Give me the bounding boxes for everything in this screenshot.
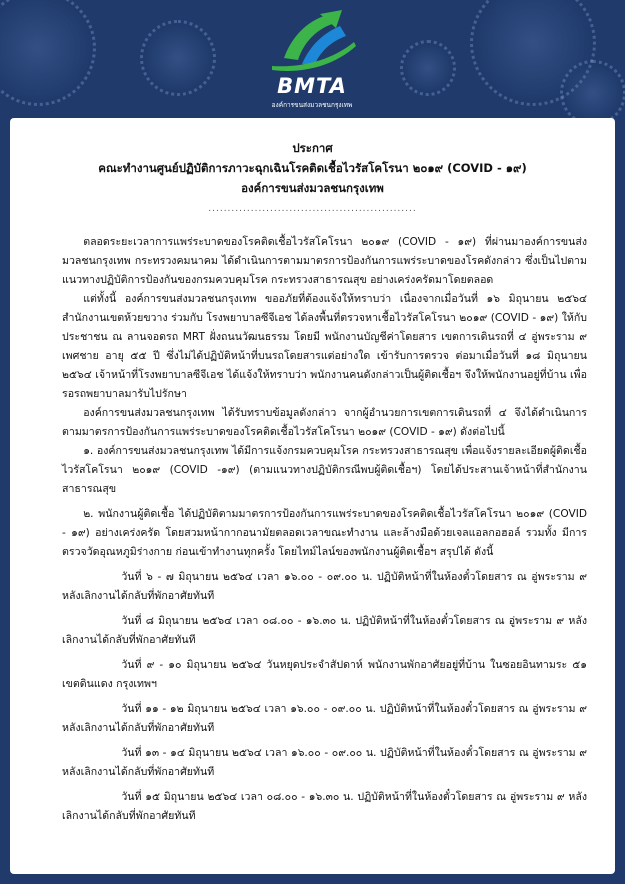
announcement-document	[10, 118, 615, 874]
timeline-entry: วันที่ ๙ - ๑๐ มิถุนายน ๒๕๖๔ วันหยุดประจำสัปดาห์ พนักงานพักอาศัยอยู่ที่บ้าน ในซอยอินทามระ ๕๑ เขตดินแดง กรุงเทพฯ	[62, 659, 587, 690]
document-org: องค์การขนส่งมวลชนกรุงเทพ	[241, 181, 384, 195]
separator-line: ......................................................	[208, 204, 417, 214]
logo-org-subtitle: องค์การขนส่งมวลชนกรุงเทพ	[271, 101, 353, 109]
list-item-notification: ๑. องค์การขนส่งมวลชนกรุงเทพ ได้มีการแจ้งกรมควบคุมโรค กระทรวงสาธารณสุข เพื่อแจ้งรายละเอียดผู้ติดเชื้อไวรัสโคโรนา ๒๐๑๙ (COVID -๑๙) (ตามแนวทางปฏิบัติกรณีพบผู้ติดเชื้อฯ) โดยได้ประสานเจ้าหน้าที่สำนักงานสาธารณสุข	[62, 445, 587, 495]
timeline-entry: วันที่ ๑๑ - ๑๒ มิถุนายน ๒๕๖๔ เวลา ๑๖.๐๐ - ๐๙.๐๐ น. ปฏิบัติหน้าที่ในห้องตั๋วโดยสาร ณ อู่พระราม ๙ หลังเลิกงานได้กลับที่พักอาศัยทันที	[62, 703, 587, 734]
document-heading	[38, 138, 587, 198]
document-subtitle: คณะทำงานศูนย์ปฏิบัติการภาวะฉุกเฉินโรคติดเชื้อไวรัสโคโรนา ๒๐๑๙ (COVID - ๑๙)	[98, 161, 527, 175]
paragraph-incident: แต่ทั้งนี้ องค์การขนส่งมวลชนกรุงเทพ ขออภัยที่ต้องแจ้งให้ทราบว่า เนื่องจากเมื่อวันที่ ๑๖ มิถุนายน ๒๕๖๔ สำนักงานเขตห้วยขวาง ร่วมกับ โรงพยาบาลซีจีเอช ได้ลงพื้นที่ตรวจหาเชื้อไวรัสโคโรนา ๒๐๑๙ (COVID - ๑๙) ให้กับประชาชน ณ ลานจอดรถ MRT ฝั่งถนนวัฒนธรรม โดยมี พนักงานบัญชีค่าโดยสาร เขตการเดินรถที่ ๔ อู่พระราม ๙ เพศชาย อายุ ๕๕ ปี ซึ่งไม่ได้ปฏิบัติหน้าที่บนรถโดยสารแต่อย่างใด เข้ารับการตรวจ ต่อมาเมื่อวันที่ ๑๘ มิถุนายน ๒๕๖๔ เจ้าหน้าที่โรงพยาบาลซีจีเอช ได้แจ้งให้ทราบว่า พนักงานคนดังกล่าวเป็นผู้ติดเชื้อฯ จึงให้พนักงานอยู่ที่บ้าน เพื่อรอรถพยาบาลมารับไปรักษา	[62, 293, 587, 400]
timeline-entry: วันที่ ๑๓ - ๑๔ มิถุนายน ๒๕๖๔ เวลา ๑๖.๐๐ - ๐๙.๐๐ น. ปฏิบัติหน้าที่ในห้องตั๋วโดยสาร ณ อู่พระราม ๙ หลังเลิกงานได้กลับที่พักอาศัยทันที	[62, 747, 587, 778]
paragraph-measures: องค์การขนส่งมวลชนกรุงเทพ ได้รับทราบข้อมูลดังกล่าว จากผู้อำนวยการเขตการเดินรถที่ ๔ จึงได้ดำเนินการตามมาตรการป้องกันการแพร่ระบาดของโรคติดเชื้อไวรัสโคโรนา ๒๐๑๙ (COVID - ๑๙) ดังต่อไปนี้	[62, 407, 587, 438]
timeline-entry: วันที่ ๘ มิถุนายน ๒๕๖๔ เวลา ๐๘.๐๐ - ๑๖.๓๐ น. ปฏิบัติหน้าที่ในห้องตั๋วโดยสาร ณ อู่พระราม ๙ หลังเลิกงานได้กลับที่พักอาศัยทันที	[62, 615, 587, 646]
paragraph-intro: ตลอดระยะเวลาการแพร่ระบาดของโรคติดเชื้อไวรัสโคโรนา ๒๐๑๙ (COVID - ๑๙) ที่ผ่านมาองค์การขนส่งมวลชนกรุงเทพ กระทรวงคมนาคม ได้ดำเนินการตามมาตรการป้องกันการแพร่ระบาดของโรคดังกล่าว ซึ่งเป็นไปตามแนวทางปฏิบัติการป้องกันของกรมควบคุมโรค กระทรวงสาธารณสุข อย่างเคร่งครัดมาโดยตลอด	[62, 236, 587, 286]
bmta-logo-icon	[262, 6, 362, 76]
timeline-entry: วันที่ ๑๕ มิถุนายน ๒๕๖๔ เวลา ๐๘.๐๐ - ๑๖.๓๐ น. ปฏิบัติหน้าที่ในห้องตั๋วโดยสาร ณ อู่พระราม ๙ หลังเลิกงานได้กลับที่พักอาศัยทันที	[62, 791, 587, 822]
logo-brand-text: BMTA	[277, 74, 347, 98]
header	[0, 0, 625, 118]
timeline-entry: วันที่ ๖ - ๗ มิถุนายน ๒๕๖๔ เวลา ๑๖.๐๐ - ๐๙.๐๐ น. ปฏิบัติหน้าที่ในห้องตั๋วโดยสาร ณ อู่พระราม ๙ หลังเลิกงานได้กลับที่พักอาศัยทันที	[62, 571, 587, 602]
document-title: ประกาศ	[292, 141, 333, 155]
list-item-compliance: ๒. พนักงานผู้ติดเชื้อ ได้ปฏิบัติตามมาตรการป้องกันการแพร่ระบาดของโรคติดเชื้อไวรัสโคโรนา ๒๐๑๙ (COVID - ๑๙) อย่างเคร่งครัด โดยสวมหน้ากากอนามัยตลอดเวลาขณะทำงาน และล้างมือด้วยเจลแอลกอฮอล์ รวมทั้ง มีการตรวจวัดอุณหภูมิร่างกาย ก่อนเข้าทำงานทุกครั้ง โดยไทม์ไลน์ของพนักงานผู้ติดเชื้อฯ สรุปได้ ดังนี้	[62, 508, 587, 558]
bmta-logo	[262, 6, 362, 112]
